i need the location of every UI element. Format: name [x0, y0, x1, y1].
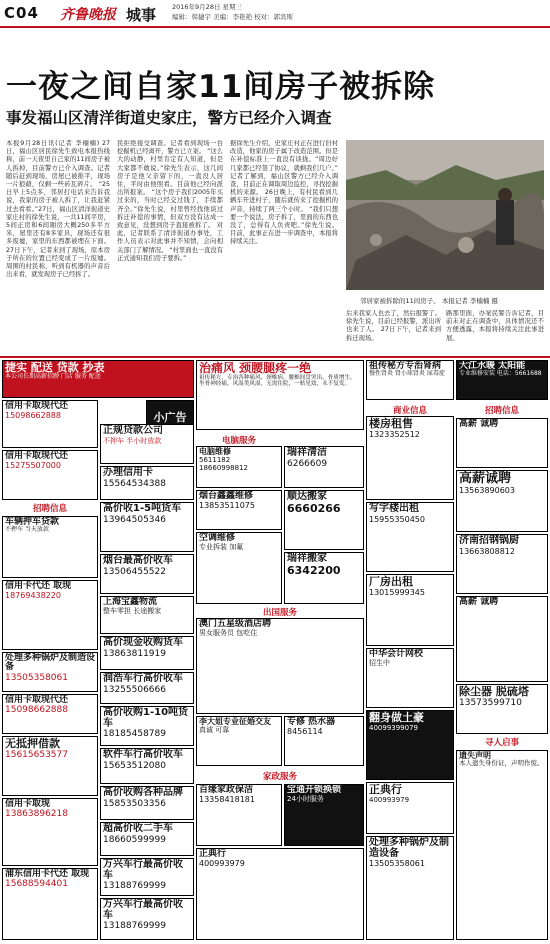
ad-title: 高价现金收购货车	[103, 637, 183, 648]
ad-phone: 13964505346	[103, 514, 166, 525]
ad-phone: 13188769999	[103, 921, 166, 931]
ad-title: 治痛风 颈腰腿疼一绝	[199, 361, 312, 375]
ad-phone: 6342200	[287, 563, 341, 577]
ad-phone: 专业维修安装 电话：5661688	[459, 370, 542, 378]
ad-phone: 1323352512	[369, 429, 420, 439]
editor-line: 编辑：韩捷宇 美编：李艳艳 校对：郭宾斯	[172, 13, 294, 21]
ad-phone: 15653512080	[103, 760, 166, 771]
ad-truck-6	[100, 822, 194, 856]
ad-title: 遗失声明	[459, 751, 491, 760]
ad-title: 瑞祥清洁	[287, 447, 327, 458]
ad-credit-card-2	[2, 694, 98, 734]
ad-shanghai-logistics	[100, 596, 194, 634]
ad-title: 小广告	[153, 411, 187, 424]
category-label: 家政服务	[262, 772, 297, 782]
ad-credit-card-handle	[100, 466, 194, 500]
ad-title: 祖传秘方专治肾病	[369, 361, 442, 371]
category-label: 电脑服务	[221, 436, 256, 446]
ad-phone: 400993979	[199, 859, 245, 869]
ad-title: 专修 热水器	[287, 717, 336, 727]
ad-title: 处理多种锅炉及制造设备	[5, 653, 96, 673]
ad-yantai-car	[100, 554, 194, 594]
header-meta	[172, 2, 372, 22]
ad-phone: 15615653577	[5, 749, 68, 760]
ad-text: 男女服务员 包吃住	[199, 629, 258, 638]
ad-title: 除尘器 脱硫塔	[459, 685, 529, 698]
photo-caption: 邻居家被拆除的11间房子。 本报记者 李楠楠 摄	[360, 297, 498, 305]
article-column-3: 据徐先生介绍，史家庄村正在进行旧村改造，他家的房子属于改造范围。但是在补偿标准上一直没有谈拢。“周边好几家都已经签了协议，就剩我们几户。” 记者了解到，福山区警方已经介入调查，目前正在调取周边监控，寻找挖掘机的来源。 26日晚上，有村民看到几辆车开进村子，随后就传来了挖掘机的声音，持续了两三个小时。 “我们只想要一个说法，房子拆了，里面的东西也没了，总得有人负责吧。”徐先生说。 目前，此事正在进一步调查中，本报将持续关注。	[230, 140, 338, 246]
ad-text: 24小时服务	[287, 795, 324, 804]
ad-title: 高薪诚聘	[459, 471, 512, 486]
ad-title: 万兴车行最高价收车	[103, 899, 183, 921]
headline: 一夜之间自家11间房子被拆除	[6, 69, 436, 105]
ad-text: 本人遗失身份证，声明作废。	[459, 759, 544, 768]
ad-high-salary	[456, 470, 548, 532]
ad-title: 中华会计网校	[369, 649, 424, 659]
ad-phone: 15098662888	[5, 705, 68, 716]
ad-title: 万兴车行最高价收车	[103, 859, 183, 881]
ad-title: 顺达搬家	[287, 491, 327, 502]
ad-dust-removal	[456, 684, 548, 734]
ad-recruit	[456, 596, 548, 682]
ad-text: 专业拆装 加氟	[199, 543, 244, 552]
ad-cards	[2, 400, 98, 448]
ad-phone: 13573599710	[459, 697, 522, 708]
page-number: C04	[4, 4, 39, 22]
ad-title: 软件车行高价收车	[103, 749, 183, 760]
ad-title: 车辆押车贷款	[5, 517, 60, 527]
ad-phone: 18769438220	[5, 591, 61, 601]
ad-title: 捷实 配送 贷款 抄表	[5, 361, 105, 374]
ad-phone: 15098662888	[5, 411, 61, 421]
category-label: 招聘信息	[484, 406, 519, 416]
ad-logistics	[2, 360, 194, 398]
ad-title: 李大姐专业征婚交友	[199, 717, 271, 726]
article-column-1: 本报9月28日讯(记者 李楠楠) 27日，福山区居民徐先生致电本报热线称，前一天夜里自己家的11间房子被人拆掉，目前警方已介入调查。记者随后赶到现场，房屋已被推平，现场一片狼藉，仅剩一些砖瓦碎片。 “25日早上5点多，邻居打电话来告诉我说，我家的房子被人拆了，让我赶紧过去看看。”27日，福山区清洋街道史家庄村的徐先生说，一共11间平房，5间正房和6间厢房大概250多平方米，屋里还有8多家具，现场还有很多废墟，家里的东西都被埋在下面。 27日下午，记者来到了现场，原本房子所在的位置已经变成了一片废墟。周围的村民称，听到有机器的声音后出来看，就发现房子已经拆了。	[6, 140, 110, 279]
classified-ads	[0, 356, 550, 942]
date-line: 2016年9月28日 星期三	[172, 3, 243, 11]
ad-boiler	[366, 836, 454, 940]
ad-title: 无抵押借款	[5, 737, 60, 750]
page-header	[0, 0, 550, 28]
ad-text: 不押车 半小时放款	[103, 436, 162, 445]
ad-no-mortgage	[2, 736, 98, 796]
ad-phone: 13505358061	[5, 672, 68, 683]
ad-phone: 13563890603	[459, 485, 515, 495]
ad-matchmaking	[196, 716, 282, 766]
ad-text: 慢性肾炎 肾小球肾炎 尿毒症	[369, 370, 445, 378]
ad-shunda-move	[284, 490, 364, 550]
ad-car-buy	[100, 502, 194, 552]
ad-cash	[2, 580, 98, 650]
ad-tuhao	[366, 710, 454, 780]
ad-phone: 6266609	[287, 458, 328, 469]
ad-dajiang	[456, 360, 548, 400]
ad-phone: 6660266	[287, 501, 341, 515]
ad-title: 高价收购各种品牌	[103, 787, 183, 798]
ad-ac-repair	[196, 532, 282, 604]
category-label: 招聘信息	[32, 504, 67, 514]
ad-phone: 13505358061	[369, 859, 425, 868]
ad-title: 高价收1-5吨货车	[103, 503, 182, 514]
ad-kidney	[366, 360, 454, 400]
ad-truck-7	[100, 858, 194, 896]
category-label: 出国服务	[262, 608, 297, 618]
ad-title: 上海宝鑫物流	[103, 597, 158, 607]
ad-text: 招生中	[369, 659, 390, 668]
ad-title: 烟台鑫鑫维修	[199, 491, 254, 501]
ad-title: 厂房出租	[369, 575, 413, 588]
ad-phone: 15275507000	[5, 461, 61, 471]
ad-text: 整车零担 长途搬家	[103, 607, 162, 616]
ad-factory-rent	[366, 574, 454, 646]
ad-cards-2	[2, 450, 98, 500]
ad-title: 瑞祥搬家	[287, 553, 327, 564]
ad-title: 信用卡取现代还	[5, 401, 69, 411]
subheadline: 事发福山区清洋街道史家庄，警方已经介入调查	[6, 109, 332, 127]
ad-phone: 8456114	[287, 727, 323, 737]
ad-phone: 13853511075	[199, 501, 255, 511]
ad-phone: 15688594401	[5, 879, 68, 890]
ad-title: 写字楼出租	[369, 503, 419, 514]
ad-computer-repair	[196, 446, 282, 488]
ad-zhengdian	[366, 782, 454, 834]
ad-phone: 18660599999	[103, 834, 166, 845]
ad-truck-8	[100, 898, 194, 940]
ad-title: 大江水暖 太阳能	[459, 361, 526, 371]
ad-title: 浦东信用卡代还 取现	[5, 869, 90, 879]
ad-text: 本公司长期高薪招聘 门店 服务 配送	[5, 372, 101, 380]
article-column-4b: 路那里面，办案民警告诉记者，目前未对正在调查中，具体情况还不方便透露，本报将持续关注此事进展。	[446, 310, 544, 342]
ad-title: 信用卡代还 取现	[5, 581, 72, 591]
ad-title: 办理信用卡	[103, 467, 153, 478]
ad-title: 正典行	[369, 783, 402, 796]
ad-phone: 15955350450	[369, 514, 425, 524]
ad-title: 高薪 诚聘	[459, 419, 499, 429]
ad-building-sale	[366, 416, 454, 500]
ad-title: 宝通开锁换锁	[287, 785, 342, 795]
ad-lost-notice	[456, 750, 548, 940]
ad-title: 处理多种锅炉及制造设备	[369, 837, 449, 859]
section-title: 城事	[126, 6, 157, 24]
ad-title: 信用卡取现	[5, 799, 51, 809]
ad-pudong	[2, 868, 98, 940]
ad-phone: 40099399079	[369, 723, 418, 732]
ad-yantai-repair	[196, 490, 282, 530]
ad-phone: 13358418181	[199, 795, 255, 805]
ad-title: 超高价收二手车	[103, 823, 173, 834]
ad-phone: 13255506666	[103, 684, 166, 695]
ad-water-heater	[284, 716, 364, 766]
category-label: 商业信息	[392, 406, 427, 416]
category-label: 寻人启事	[484, 738, 519, 748]
ad-phone: 13863896218	[5, 809, 68, 820]
article-column-2: 民拒绝接受调查。记者看到现场一台挖掘机已经离开，警方已立案。 “这么大的动静，村里肯定有人知道，但是大家都不敢说。”徐先生表示，这几间房子是他父亲留下的，一直没人居住，平时由他照看。目前他已经向派出所报案。 “这个房子我们2005年买过来的，当时已经交过钱了，手续都齐全。”徐先生说，村里曾经找他谈过拆迁补偿的事情，但双方没有达成一致意见，没想到房子直接被拆了。 对此，记者联系了清洋街道办事处，工作人员表示对此事并不知情，会向相关部门了解情况。 “村里面也一直没有正式通知我们房子要拆。”	[117, 140, 223, 262]
ad-title: 电脑维修	[199, 447, 231, 456]
ad-phone: 13188769999	[103, 881, 166, 891]
ad-title: 百缘家政保洁	[199, 785, 254, 795]
ad-credit-card-3	[2, 798, 98, 866]
ad-truck-1	[100, 636, 194, 670]
ad-phone: 400993979	[369, 795, 410, 804]
ad-text: 真诚 可靠	[199, 726, 230, 735]
ad-text: 不押车 当天放款	[5, 526, 49, 534]
ad-truck-5	[100, 786, 194, 820]
ad-phone: 13015999345	[369, 587, 425, 597]
ad-jinan-steel	[456, 534, 548, 594]
ad-phone: 15564534388	[103, 478, 166, 489]
ad-gout-cure	[196, 360, 364, 430]
ad-title: 高薪 诚聘	[459, 597, 499, 607]
ad-phone: 13663808812	[459, 546, 515, 556]
ad-title: 信用卡取现代还	[5, 451, 69, 461]
ad-phone: 13506455522	[103, 566, 166, 577]
ad-phone: 18185458789	[103, 729, 166, 739]
ad-truck-2	[100, 672, 194, 704]
ad-truck-4	[100, 748, 194, 784]
demolition-rubble-photo	[346, 140, 544, 290]
ad-title: 楼房租售	[369, 417, 413, 430]
ad-casino-recruit	[196, 618, 364, 714]
ad-locksmith	[284, 784, 364, 846]
ad-title: 烟台最高价收车	[103, 555, 173, 566]
ad-title: 高价收购1-10吨货车	[103, 707, 189, 729]
ad-misc-services	[196, 848, 364, 940]
ad-title: 正典行	[199, 849, 227, 859]
ad-title: 澳门五星级酒店聘	[199, 619, 272, 629]
newspaper-logo: 齐鲁晚报	[60, 7, 116, 23]
ad-title: 信用卡取现代还	[5, 695, 69, 705]
ad-title: 空调维修	[199, 533, 236, 543]
ad-hiring	[456, 418, 548, 468]
ad-title: 润浩车行高价收车	[103, 673, 183, 684]
ad-ruixiang-move	[284, 552, 364, 604]
ad-truck-3	[100, 706, 194, 746]
ad-accounting-school	[366, 648, 454, 708]
article-column-4a: 后来我家人也去了，然后报警了。徐先生说，目前已经报警，派出所也来了人。 27日下午，记者来到拆迁现场。	[346, 310, 441, 342]
ad-ruixiang-clean	[284, 446, 364, 488]
ad-phone: 5611182 18660998812	[199, 456, 248, 473]
ad-credit-card-1	[2, 652, 98, 692]
ad-text: 祖传秘方，专治各种痛风、颈椎病、腰椎间盘突出、骨质增生，坐骨神经痛，风湿类风湿，无需住院，一贴见效，永不复发。	[199, 374, 356, 388]
ad-title: 济南招钢锅厨	[459, 535, 519, 546]
ad-office-rent	[366, 502, 454, 572]
ad-housekeeping	[196, 784, 282, 846]
ad-phone: 15853503356	[103, 798, 166, 809]
ad-title: 翻身做土豪	[369, 711, 424, 724]
ad-loan	[100, 424, 194, 464]
ad-title: 正规贷款公司	[103, 425, 163, 436]
ad-car-loan	[2, 516, 98, 578]
ad-phone: 13863811919	[103, 648, 166, 659]
article-photo	[346, 140, 544, 290]
